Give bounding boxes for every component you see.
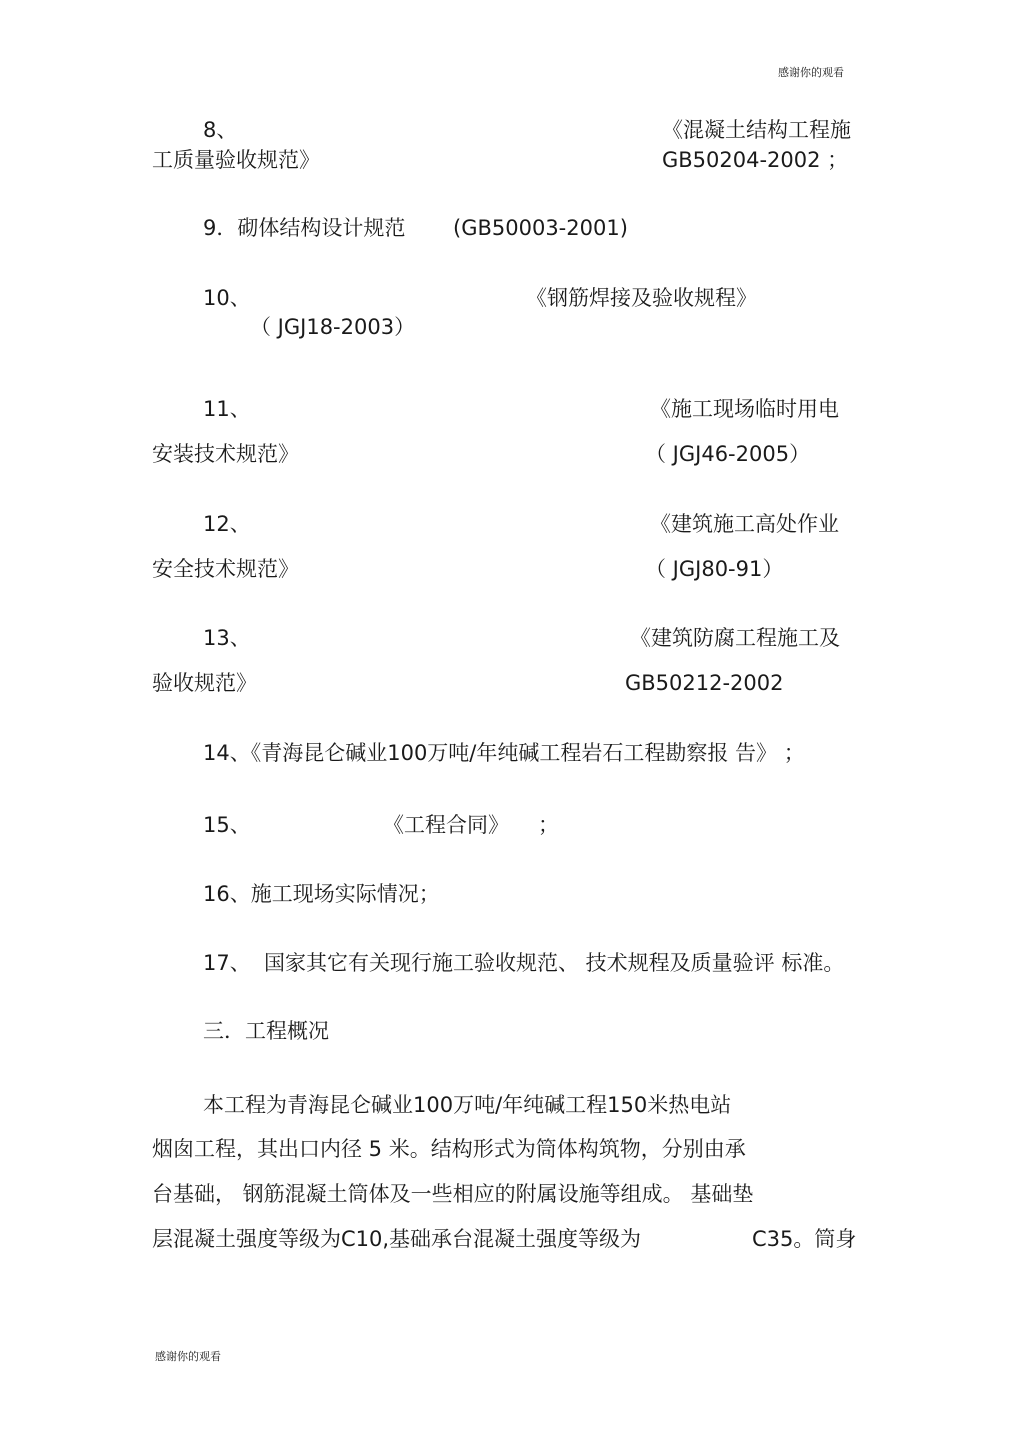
item-11-code: （ JGJ46-2005） <box>645 442 811 466</box>
item-12-number: 12、 <box>203 512 251 536</box>
para-line-4: 层混凝土强度等级为C10,基础承台混凝土强度等级为 <box>152 1227 642 1251</box>
para-line-4-tail: C35。筒身 <box>752 1227 857 1251</box>
item-12-title: 《建筑施工高处作业 <box>650 512 839 536</box>
item-12-code: （ JGJ80-91） <box>645 557 784 581</box>
item-13-number: 13、 <box>203 626 251 650</box>
item-13-title: 《建筑防腐工程施工及 <box>630 626 840 650</box>
item-17-text: 国家其它有关现行施工验收规范、 技术规程及质量验评 标准。 <box>264 951 845 975</box>
item-10-code: （ JGJ18-2003） <box>250 315 416 339</box>
item-15-title: 《工程合同》 <box>383 813 509 837</box>
item-12-title-cont: 安全技术规范》 <box>152 557 299 581</box>
item-8-number: 8、 <box>203 118 238 142</box>
item-8-title: 《混凝土结构工程施 <box>662 118 851 142</box>
item-9-text: 9．砌体结构设计规范 <box>203 216 406 240</box>
item-9-code: (GB50003-2001) <box>453 216 628 240</box>
item-8-code: GB50204-2002 ； <box>662 148 849 172</box>
para-line-3: 台基础， 钢筋混凝土筒体及一些相应的附属设施等组成。 基础垫 <box>152 1182 754 1206</box>
item-10-number: 10、 <box>203 286 251 310</box>
item-17-number: 17、 <box>203 951 251 975</box>
item-11-title-cont: 安装技术规范》 <box>152 442 299 466</box>
page-footer: 感谢你的观看 <box>155 1350 221 1363</box>
item-8-title-cont: 工质量验收规范》 <box>152 148 320 172</box>
para-line-1: 本工程为青海昆仑碱业100万吨/年纯碱工程150米热电站 <box>203 1093 732 1117</box>
item-10-title: 《钢筋焊接及验收规程》 <box>526 286 757 310</box>
item-15-number: 15、 <box>203 813 251 837</box>
para-line-2: 烟囱工程，其出口内径 5 米。结构形式为筒体构筑物，分别由承 <box>152 1137 746 1161</box>
item-13-code: GB50212-2002 <box>625 671 784 695</box>
item-15-tail: ； <box>538 813 559 837</box>
page-header: 感谢你的观看 <box>778 66 844 79</box>
item-14-text: 14、《青海昆仑碱业100万吨/年纯碱工程岩石工程勘察报 告》 ； <box>203 741 805 765</box>
item-11-title: 《施工现场临时用电 <box>650 397 839 421</box>
item-11-number: 11、 <box>203 397 251 421</box>
section-heading: 三．工程概况 <box>203 1019 329 1043</box>
item-13-title-cont: 验收规范》 <box>152 671 257 695</box>
item-16-text: 16、施工现场实际情况； <box>203 882 440 906</box>
